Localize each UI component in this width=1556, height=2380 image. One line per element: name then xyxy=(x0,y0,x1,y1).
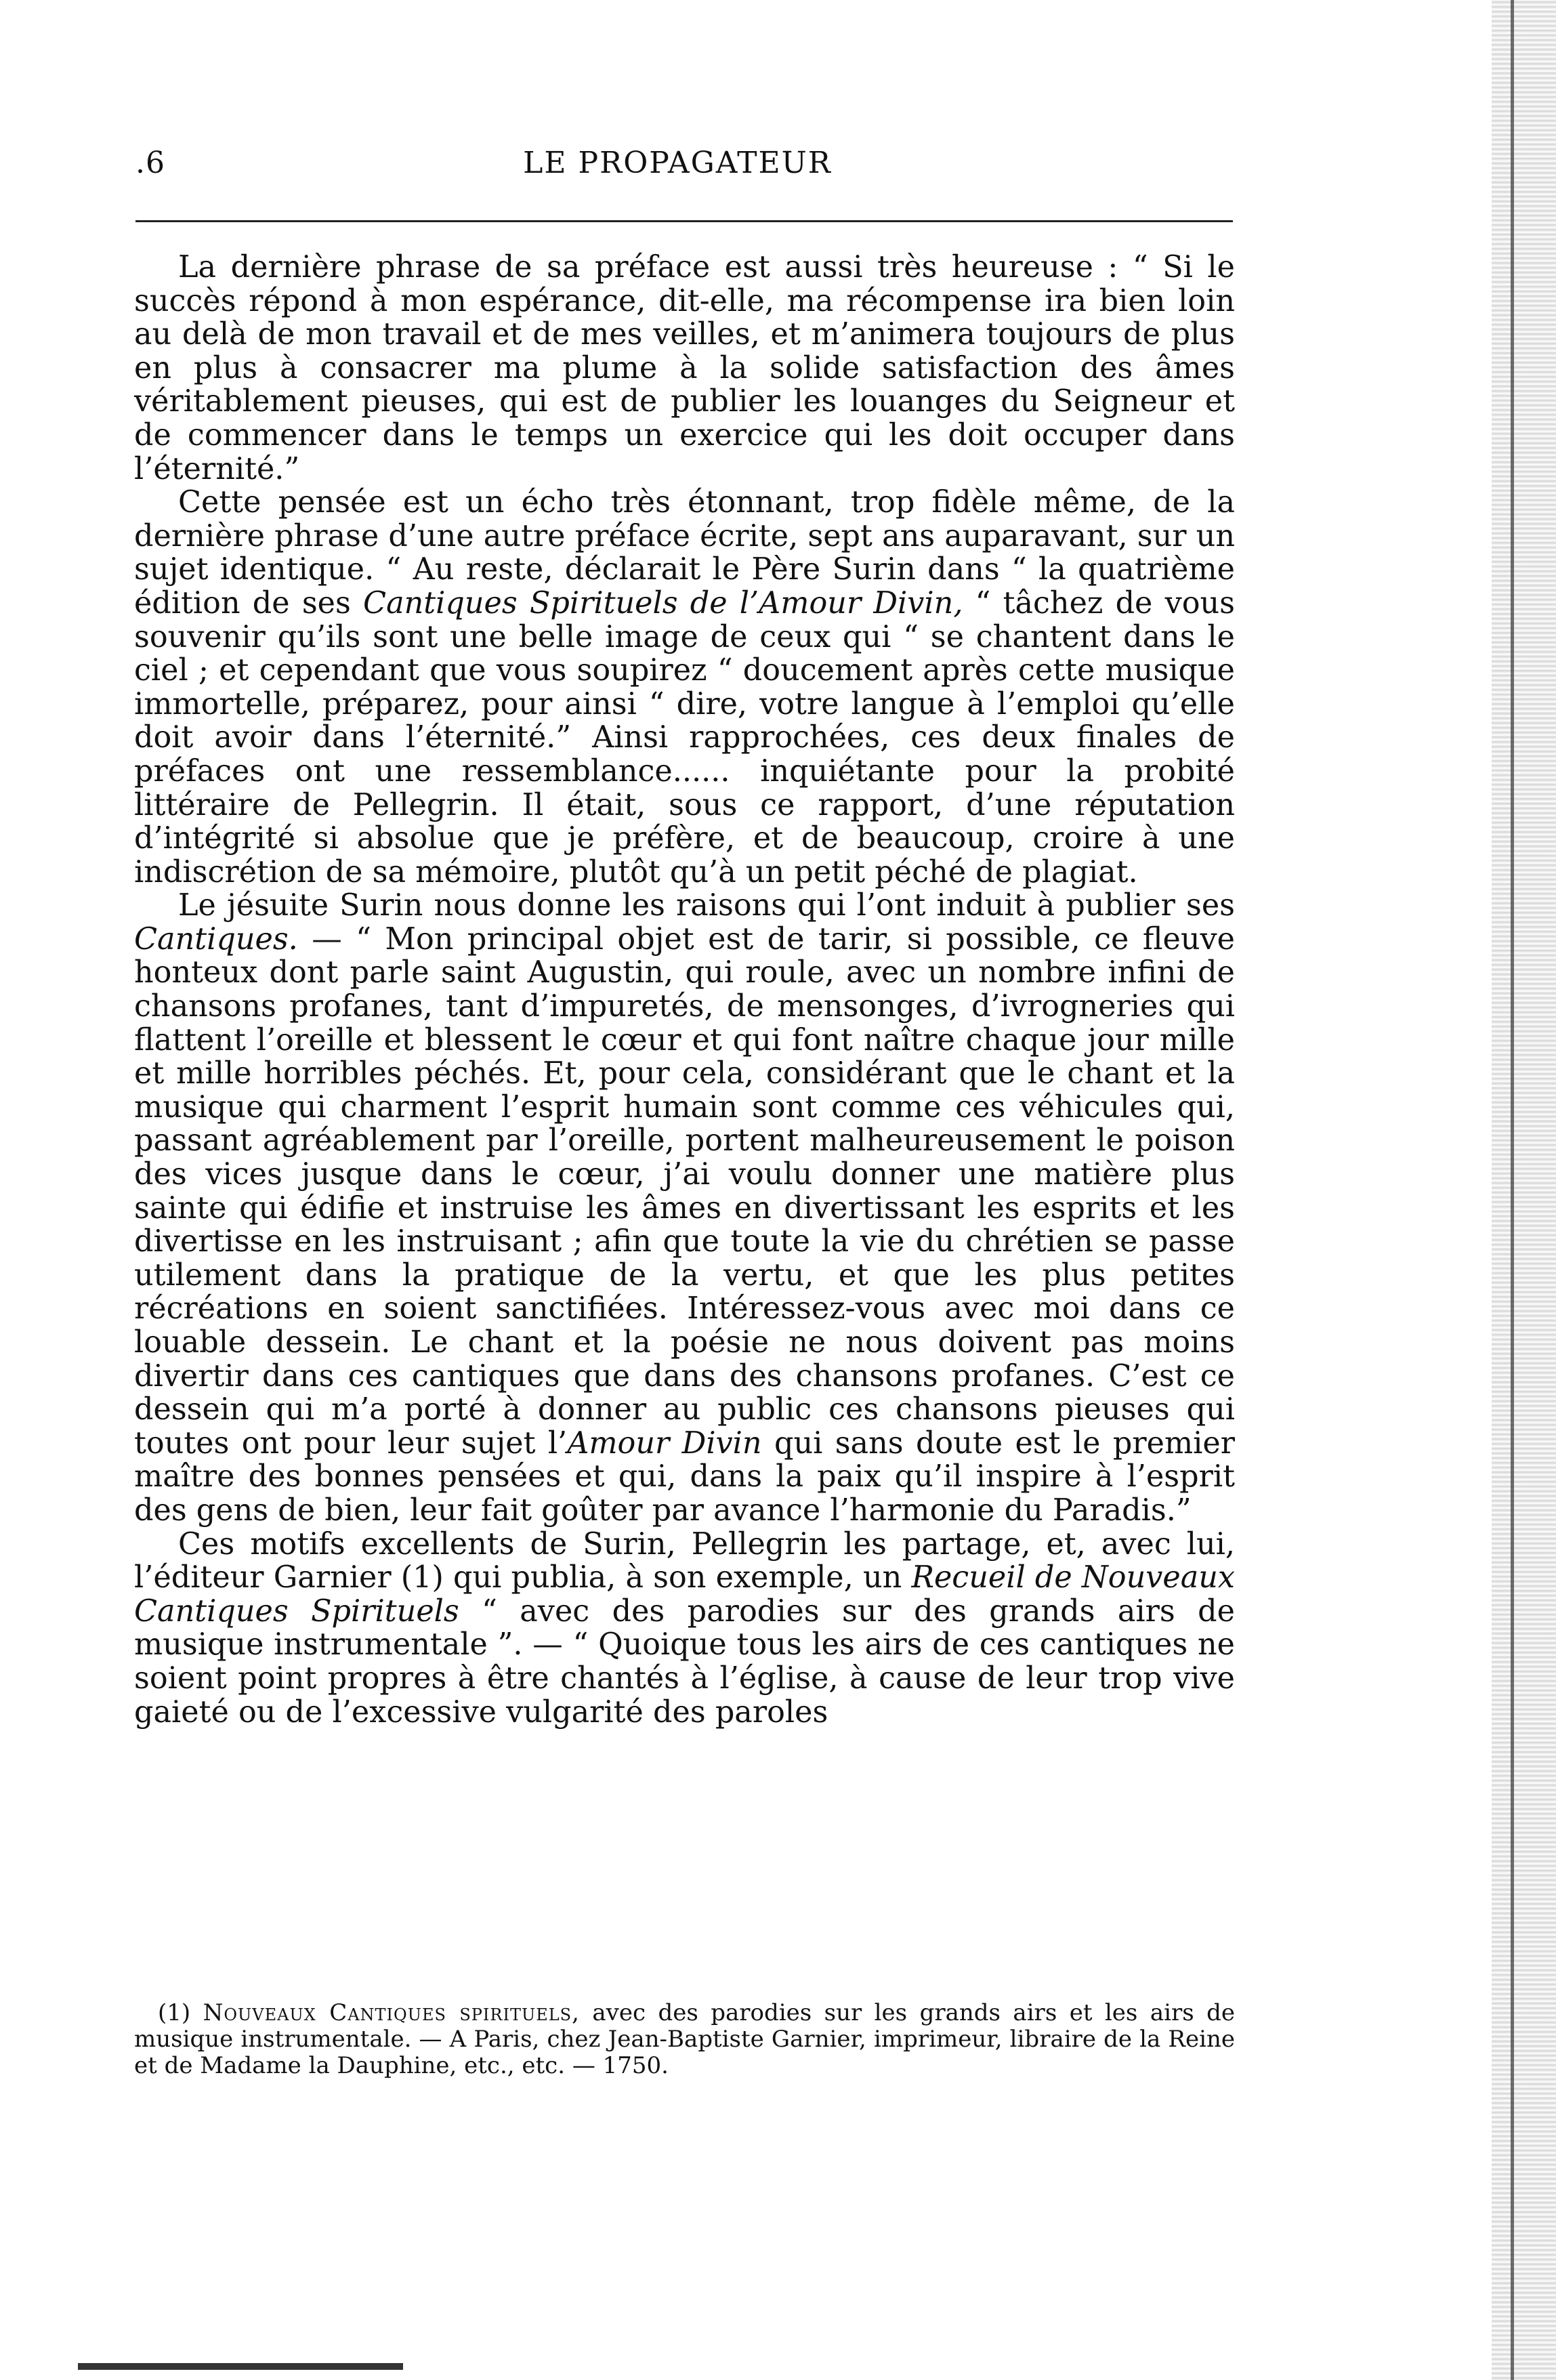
paragraph-1 xyxy=(134,251,1235,486)
header-rule xyxy=(135,220,1233,222)
work-title-surin: Cantiques Spirituels de l’Amour Divin, xyxy=(363,585,963,621)
footnote-1 xyxy=(134,2000,1235,2079)
running-title: LE PROPAGATEUR xyxy=(523,146,832,180)
bottom-scan-mark xyxy=(78,2363,403,2370)
paragraph-2-text-a: Cette pensée est un écho très étonnant, trop fidèle même, de la dernière phrase d’une autre préface écrite, sept ans auparavant, sur un sujet identique. “ Au reste, déclarait le Père Surin dans “ la quatrième édition de ses xyxy=(134,485,1235,621)
page-edge-line xyxy=(1511,0,1514,2380)
page-edge-scan-noise xyxy=(1492,0,1556,2380)
paragraph-3-text-a: Le jésuite Surin nous donne les raisons qui l’ont induit à publier ses xyxy=(178,888,1235,923)
paragraph-3-text-c: qui sans doute est le premier maître des bonnes pensées et qui, dans la paix qu’il inspire à l’esprit des gens de bien, leur fait goûter par avance l’harmonie du Paradis.” xyxy=(134,1425,1235,1528)
page-number: .6 xyxy=(135,146,165,180)
paragraph-3 xyxy=(134,889,1235,1527)
body-text xyxy=(134,251,1235,1729)
footnote-title: Nouveaux Cantiques spirituels, xyxy=(203,1999,580,2026)
paragraph-4 xyxy=(134,1528,1235,1730)
paragraph-1-text: La dernière phrase de sa préface est aussi très heureuse : “ Si le succès répond à mon espérance, dit-elle, ma récompense ira bien loin au delà de mon travail et de mes veilles, et m’animera toujours de plus en plus à consacrer ma plume à la solide satisfaction des âmes véritablement pieuses, qui est de publier les louanges du Seigneur et de commencer dans le temps un exercice qui les doit occuper dans l’éternité.” xyxy=(134,250,1235,486)
paragraph-2-text-b: “ tâchez de vous souvenir qu’ils sont une belle image de ceux qui “ se chantent dans le ciel ; et cependant que vous soupirez “ doucement après cette musique immortelle, préparez, pour ainsi “ dire, votre langue à l’emploi qu’elle doit avoir dans l’éternité.” Ainsi rapprochées, ces deux finales de préfaces ont une ressemblance...... inquiétante pour la probité littéraire de Pellegrin. Il était, sous ce rapport, d’une réputation d’intégrité si absolue que je préfère, et de beaucoup, croire à une indiscrétion de sa mémoire, plutôt qu’à un petit péché de plagiat. xyxy=(134,585,1236,890)
paragraph-4-text-b: “ avec des parodies sur des grands airs de musique instrumentale ”. — “ Quoique tous les airs de ces cantiques ne soient point propres à être chantés à l’église, à cause de leur trop vive gaieté ou de l’excessive vulgarité des paroles xyxy=(134,1593,1235,1730)
paragraph-3-text-b: — “ Mon principal objet est de tarir, si possible, ce fleuve honteux dont parle saint Augustin, qui roule, avec un nombre infini de chansons profanes, tant d’impuretés, de mensonges, d’ivrogneries qui flattent l’oreille et blessent le cœur et qui font naître chaque jour mille et mille horribles péchés. Et, pour cela, considérant que le chant et la musique qui charment l’esprit humain sont comme ces véhicules qui, passant agréablement par l’oreille, portent malheureusement le poison des vices jusque dans le cœur, j’ai voulu donner une matière plus sainte qui édifie et instruise les âmes en divertissant les esprits et les divertisse en les instruisant ; afin que toute la vie du chrétien se passe utilement dans la pratique de la vertu, et que les plus petites récréations en soient sanctifiées. Intéressez-vous avec moi dans ce louable dessein. Le chant et la poésie ne nous doivent pas moins divertir dans ces cantiques que dans des chansons profanes. C’est ce dessein qui m’a porté à donner au public ces chansons pieuses qui toutes ont pour leur sujet l’ xyxy=(134,921,1235,1461)
paragraph-2 xyxy=(134,486,1235,889)
paragraph-4-text-a: Ces motifs excellents de Surin, Pellegrin les partage, et, avec lui, l’éditeur Garnier (1) qui publia, à son exemple, un xyxy=(134,1526,1235,1595)
footnote xyxy=(134,2000,1235,2079)
work-title-cantiques: Cantiques. xyxy=(134,921,298,957)
amour-divin-italic: Amour Divin xyxy=(567,1425,762,1461)
footnote-marker: (1) xyxy=(158,1999,203,2026)
footnote-text: avec des parodies sur les grands airs et les airs de musique instrumentale. — A Paris, chez Jean-Baptiste Garnier, imprimeur, libraire de la Reine et de Madame la Dauphine, etc., etc. — 1750. xyxy=(134,1999,1236,2079)
work-title-recueil: Recueil de Nouveaux Cantiques Spirituels xyxy=(134,1560,1235,1629)
page-header xyxy=(135,146,1219,186)
